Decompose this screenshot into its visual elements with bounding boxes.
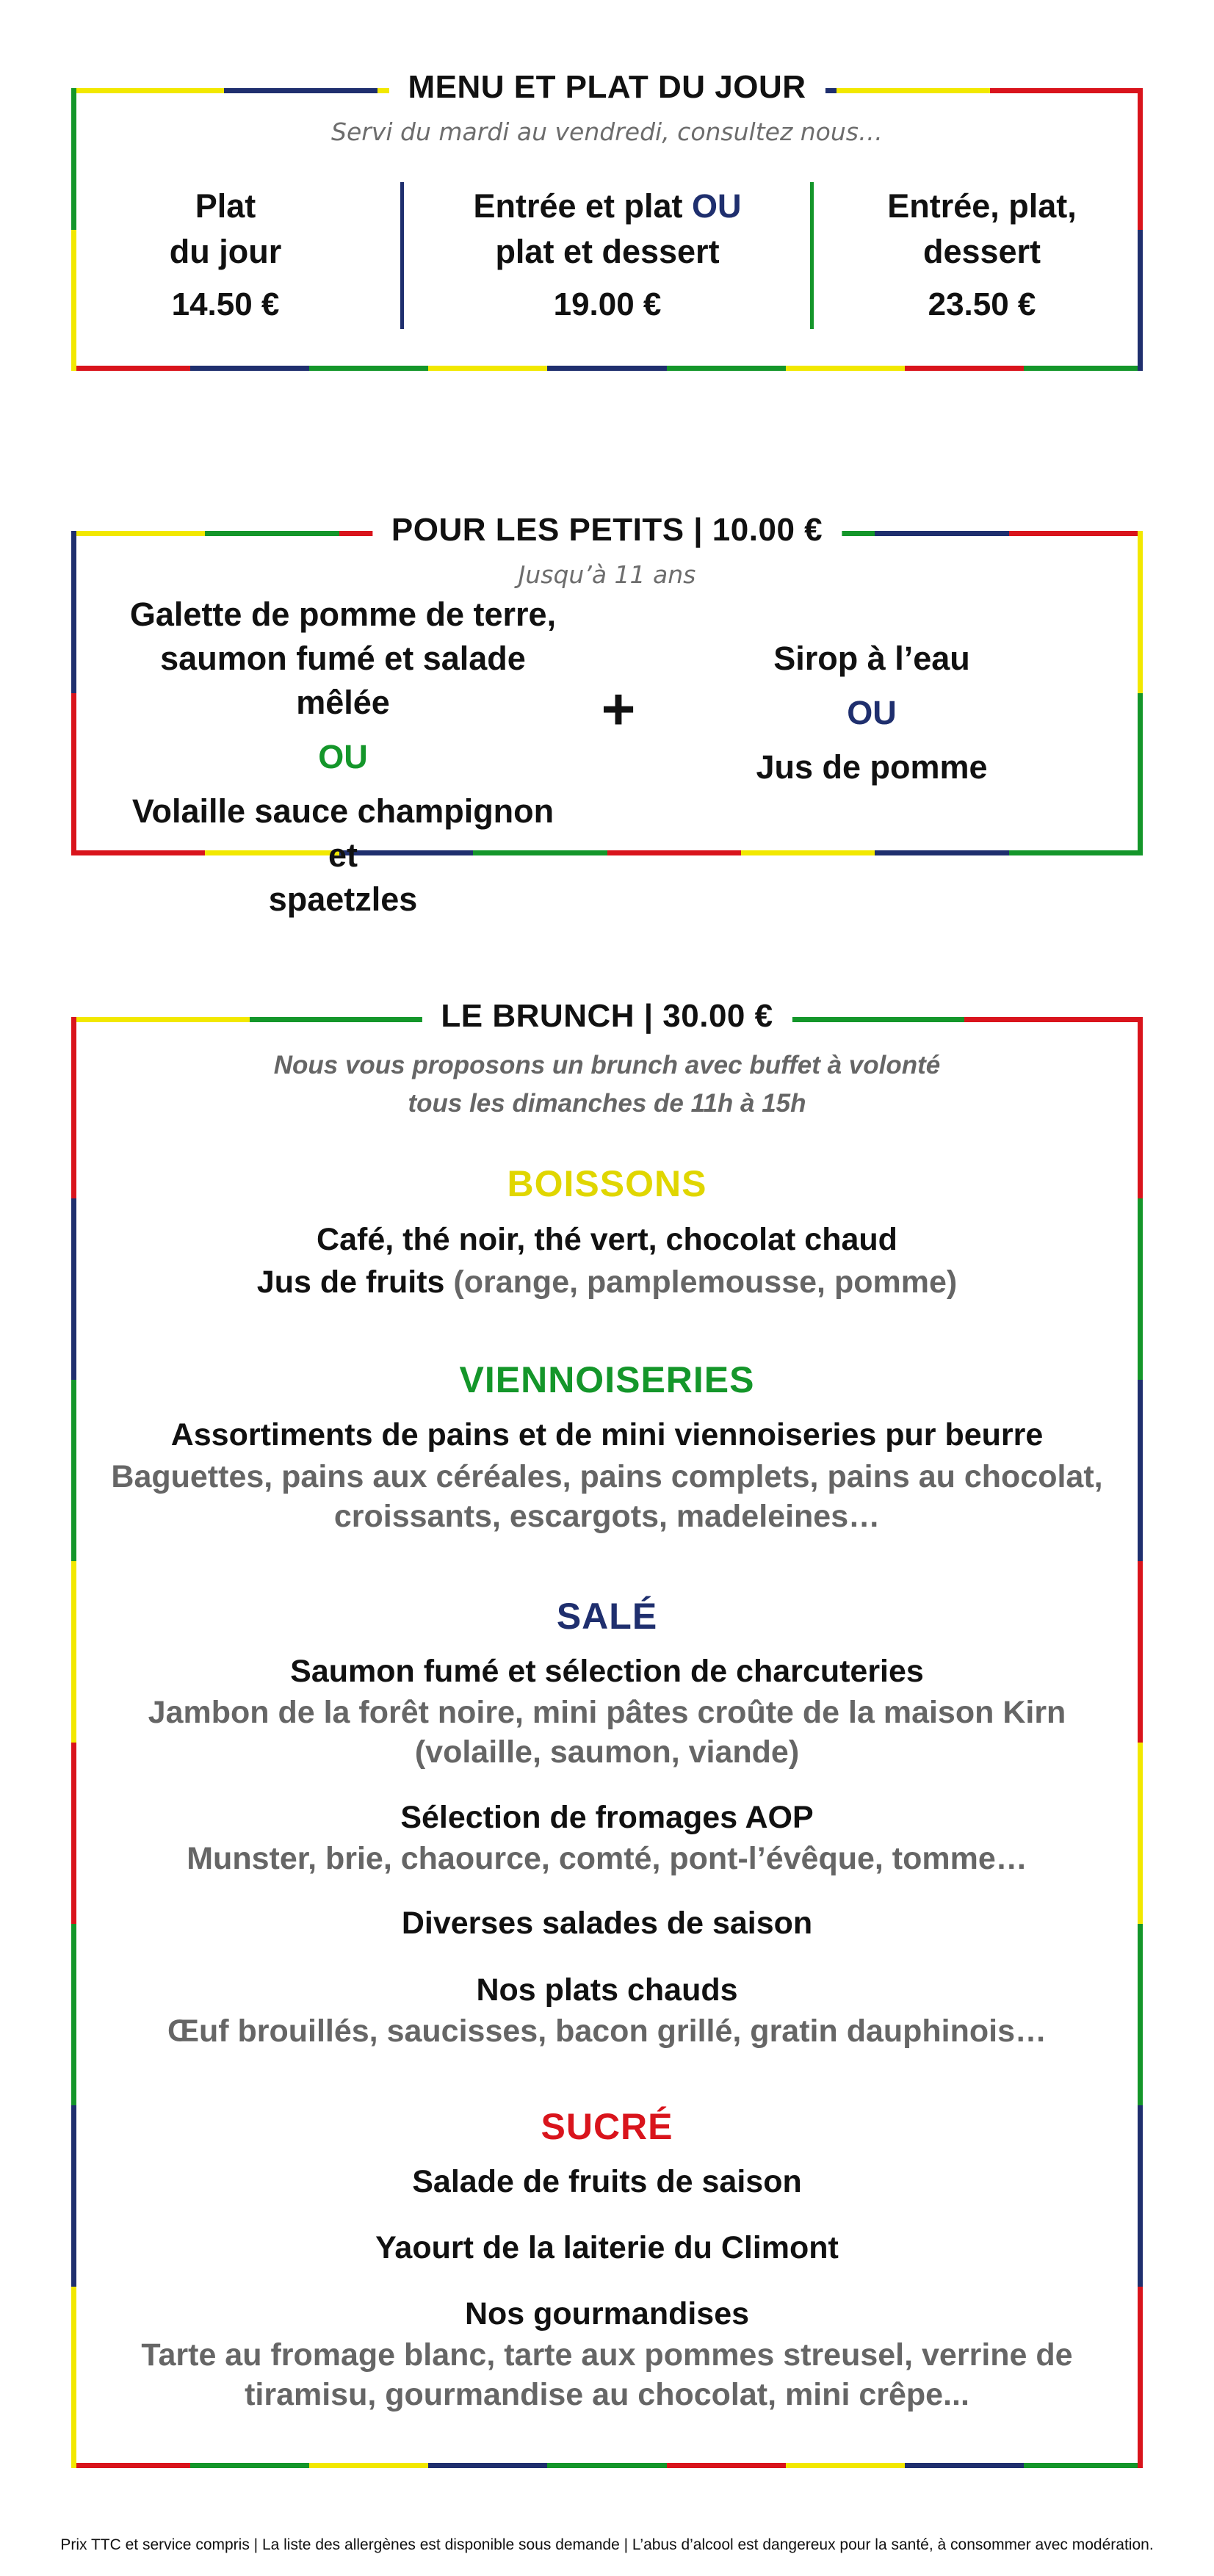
petits-section	[71, 512, 1143, 918]
border-segment	[428, 2463, 547, 2468]
border-segment	[190, 366, 309, 371]
jus-detail: (orange, pamplemousse, pomme)	[453, 1265, 958, 1300]
intro-line: Nous vous proposons un brunch avec buffet à volonté	[273, 1051, 941, 1079]
brunch-intro	[71, 1046, 1143, 1123]
border-segment	[1138, 531, 1143, 693]
footer-notice: Prix TTC et service compris | La liste des allergènes est disponible sous demande | L’abus d’alcool est dangereux pour la santé, à consommer avec modération.	[60, 2536, 1154, 2553]
sucre-heading: SUCRÉ	[541, 2106, 673, 2147]
border-segment	[990, 88, 1143, 93]
sucre-item: Yaourt de la laiterie du Climont	[375, 2230, 839, 2265]
sucre-desc: tiramisu, gourmandise au chocolat, mini crêpe...	[245, 2377, 969, 2412]
border-segment	[547, 2463, 667, 2468]
petits-plats	[115, 593, 571, 922]
drink-label: Jus de pomme	[756, 748, 988, 786]
sucre-item: Salade de fruits de saison	[412, 2164, 802, 2199]
border-segment	[786, 1017, 964, 1022]
option-label: Entrée, plat,	[887, 187, 1077, 225]
border-segment	[786, 2463, 905, 2468]
sale-desc: (volaille, saumon, viande)	[414, 1734, 800, 1770]
ou-label: OU	[318, 738, 368, 775]
border-segment	[1009, 531, 1143, 536]
divider	[810, 182, 814, 329]
ou-label: OU	[692, 187, 742, 225]
border-segment	[741, 850, 875, 855]
border-segment	[71, 1017, 250, 1022]
ou-label: OU	[847, 694, 897, 731]
petits-boissons	[681, 637, 1063, 789]
sale-item: Saumon fumé et sélection de charcuteries	[290, 1654, 924, 1689]
border-segment	[875, 531, 1009, 536]
dish-label: spaetzles	[268, 880, 418, 918]
option-label: du jour	[169, 233, 282, 270]
border-segment	[1138, 230, 1143, 371]
boissons-line	[71, 1261, 1143, 1303]
viennoiseries-desc: Baguettes, pains aux céréales, pains complets, pains au chocolat,	[111, 1459, 1103, 1494]
border-segment	[71, 531, 76, 693]
border-segment	[667, 2463, 786, 2468]
intro-line: tous les dimanches de 11h à 15h	[408, 1089, 806, 1118]
border-segment	[71, 88, 76, 230]
border-segment	[71, 2463, 190, 2468]
border-segment	[428, 366, 547, 371]
dish-label: saumon fumé et salade mêlée	[160, 640, 526, 721]
option-entree-plat-dessert	[835, 184, 1129, 328]
option-label: Plat	[195, 187, 256, 225]
drink-label: Sirop à l’eau	[773, 640, 970, 677]
viennoiseries-line: Assortiments de pains et de mini viennoiseries pur beurre	[170, 1417, 1044, 1452]
sale-heading: SALÉ	[556, 1596, 658, 1637]
border-segment	[905, 366, 1024, 371]
boissons-heading: BOISSONS	[507, 1163, 707, 1204]
option-entree-plat	[409, 184, 806, 328]
option-plat-du-jour	[93, 184, 358, 328]
viennoiseries-heading: VIENNOISERIES	[459, 1359, 755, 1400]
sale-desc: Œuf brouillés, saucisses, bacon grillé, gratin dauphinois…	[167, 2014, 1047, 2049]
brunch-title: LE BRUNCH | 30.00 €	[422, 998, 792, 1035]
border-segment	[1138, 693, 1143, 855]
border-segment	[250, 1017, 428, 1022]
divider	[400, 182, 404, 329]
sucre-item: Nos gourmandises	[464, 2296, 750, 2331]
menu-jour-section	[71, 69, 1143, 371]
petits-title: POUR LES PETITS | 10.00 €	[372, 512, 842, 549]
sale-desc: Munster, brie, chaource, comté, pont-l’évêque, tomme…	[187, 1841, 1027, 1876]
sucre-desc: Tarte au fromage blanc, tarte aux pommes streusel, verrine de	[141, 2337, 1073, 2373]
border-segment	[71, 230, 76, 371]
brunch-section	[71, 998, 1143, 2468]
boissons-line: Café, thé noir, thé vert, chocolat chaud	[317, 1222, 897, 1257]
border-segment	[224, 88, 377, 93]
border-segment	[547, 366, 667, 371]
petits-subtitle: Jusqu’à 11 ans	[518, 560, 696, 589]
border-segment	[71, 366, 190, 371]
border-segment	[1138, 88, 1143, 230]
border-segment	[190, 2463, 309, 2468]
menu-jour-subtitle: Servi du mardi au vendredi, consultez nous…	[331, 117, 883, 146]
sale-desc: Jambon de la forêt noire, mini pâtes croûte de la maison Kirn	[148, 1695, 1066, 1730]
option-label: plat et dessert	[495, 233, 720, 270]
border-segment	[71, 531, 205, 536]
sale-item: Sélection de fromages AOP	[400, 1800, 814, 1835]
sale-item: Nos plats chauds	[476, 1972, 738, 2008]
option-label: Entrée et plat	[473, 187, 683, 225]
viennoiseries-desc: croissants, escargots, madeleines…	[333, 1499, 881, 1534]
dish-label: Volaille sauce champignon et	[131, 792, 554, 874]
border-segment	[875, 850, 1009, 855]
border-segment	[309, 2463, 428, 2468]
option-price: 14.50 €	[171, 286, 280, 322]
border-segment	[71, 693, 76, 855]
option-price: 19.00 €	[553, 286, 662, 322]
border-segment	[1009, 850, 1143, 855]
menu-jour-title: MENU ET PLAT DU JOUR	[389, 69, 825, 106]
border-segment	[667, 366, 786, 371]
plus-sign: +	[601, 676, 636, 742]
dish-label: Galette de pomme de terre,	[129, 596, 557, 633]
option-label: dessert	[922, 233, 1041, 270]
border-segment	[1024, 366, 1143, 371]
border-segment	[964, 1017, 1143, 1022]
border-segment	[1024, 2463, 1143, 2468]
border-segment	[607, 850, 741, 855]
option-price: 23.50 €	[928, 286, 1036, 322]
border-segment	[905, 2463, 1024, 2468]
border-segment	[309, 366, 428, 371]
border-segment	[205, 531, 339, 536]
sale-item: Diverses salades de saison	[401, 1906, 813, 1941]
border-segment	[71, 88, 224, 93]
border-segment	[837, 88, 990, 93]
border-segment	[786, 366, 905, 371]
jus-label: Jus de fruits	[256, 1265, 445, 1300]
